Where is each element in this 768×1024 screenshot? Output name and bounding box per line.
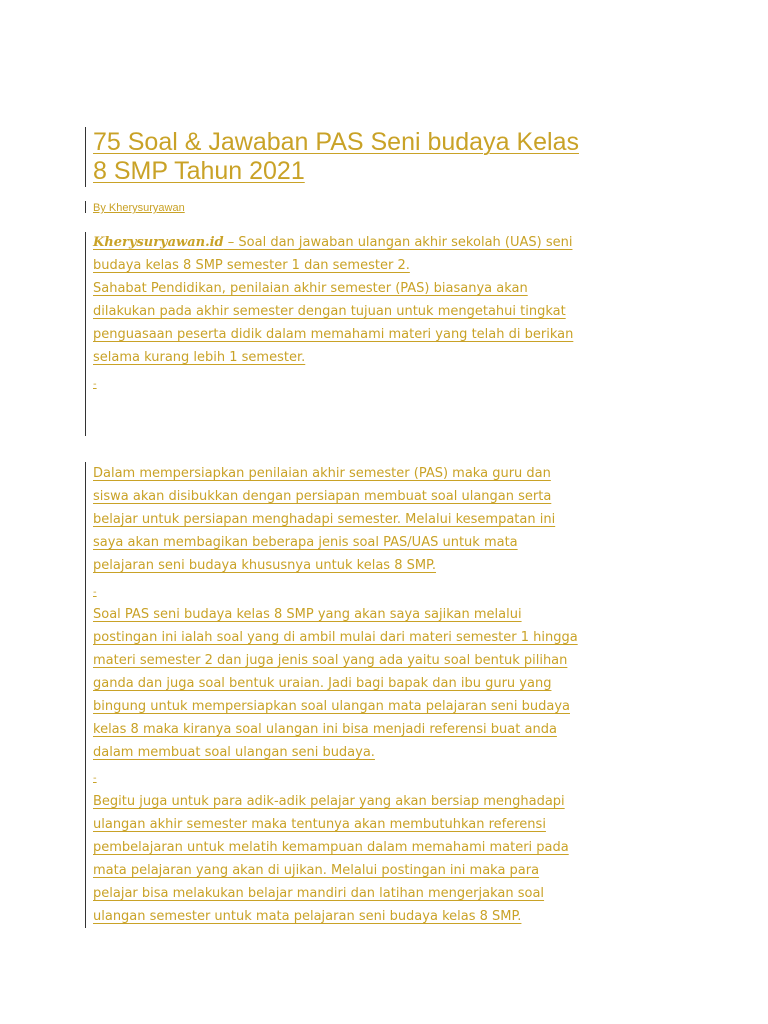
separator-dash[interactable]: - xyxy=(93,587,97,598)
paragraph-line[interactable]: Dalam mempersiapkan penilaian akhir semester (PAS) maka guru dan xyxy=(93,466,551,481)
paragraph-line[interactable]: saya akan membagikan beberapa jenis soal PAS/UAS untuk mata xyxy=(93,535,518,550)
intro-line[interactable]: dilakukan pada akhir semester dengan tujuan untuk mengetahui tingkat xyxy=(93,304,566,319)
left-margin-bar-body xyxy=(85,462,86,928)
article-title-line1[interactable]: 75 Soal & Jawaban PAS Seni budaya Kelas xyxy=(93,128,579,156)
left-margin-bar-intro xyxy=(85,232,86,436)
paragraph-line[interactable]: kelas 8 maka kiranya soal ulangan ini bisa menjadi referensi buat anda xyxy=(93,722,557,737)
paragraph-line[interactable]: Soal PAS seni budaya kelas 8 SMP yang akan saya sajikan melalui xyxy=(93,607,522,622)
paragraph-line[interactable]: bingung untuk mempersiapkan soal ulangan mata pelajaran seni budaya xyxy=(93,699,570,714)
paragraph-preparation[interactable] xyxy=(93,462,693,577)
left-margin-bar-byline xyxy=(85,201,86,213)
paragraph-description[interactable] xyxy=(93,603,693,764)
article-title-line2[interactable]: 8 SMP Tahun 2021 xyxy=(93,157,305,185)
paragraph-line[interactable]: ganda dan juga soal bentuk uraian. Jadi bagi bapak dan ibu guru yang xyxy=(93,676,552,691)
paragraph-line[interactable]: belajar untuk persiapan menghadapi semester. Melalui kesempatan ini xyxy=(93,512,556,527)
paragraph-students[interactable] xyxy=(93,790,693,928)
intro-line[interactable]: budaya kelas 8 SMP semester 1 dan semester 2. xyxy=(93,258,410,273)
paragraph-line[interactable]: pelajaran seni budaya khususnya untuk kelas 8 SMP. xyxy=(93,558,437,573)
intro-first-line[interactable] xyxy=(93,231,693,254)
intro-paragraph[interactable] xyxy=(93,231,693,369)
intro-line[interactable]: penguasaan peserta didik dalam memahami materi yang telah di berikan xyxy=(93,327,574,342)
article-title[interactable] xyxy=(93,128,713,186)
separator-dash[interactable]: - xyxy=(93,379,97,390)
paragraph-line[interactable]: siswa akan disibukkan dengan persiapan membuat soal ulangan serta xyxy=(93,489,552,504)
paragraph-line[interactable]: ulangan semester untuk mata pelajaran seni budaya kelas 8 SMP. xyxy=(93,909,522,924)
site-name[interactable]: Kherysuryawan.id xyxy=(93,235,224,250)
paragraph-line[interactable]: dalam membuat soal ulangan seni budaya. xyxy=(93,745,375,760)
paragraph-line[interactable]: Begitu juga untuk para adik-adik pelajar yang akan bersiap menghadapi xyxy=(93,794,565,809)
intro-line[interactable]: selama kurang lebih 1 semester. xyxy=(93,350,306,365)
intro-first-line-text[interactable]: – Soal dan jawaban ulangan akhir sekolah (UAS) seni xyxy=(223,235,573,250)
paragraph-line[interactable]: postingan ini ialah soal yang di ambil mulai dari materi semester 1 hingga xyxy=(93,630,578,645)
paragraph-line[interactable]: mata pelajaran yang akan di ujikan. Melalui postingan ini maka para xyxy=(93,863,540,878)
author-byline[interactable]: By Kherysuryawan xyxy=(93,202,185,214)
intro-line[interactable]: Sahabat Pendidikan, penilaian akhir semester (PAS) biasanya akan xyxy=(93,281,528,296)
paragraph-line[interactable]: pelajar bisa melakukan belajar mandiri dan latihan mengerjakan soal xyxy=(93,886,545,901)
separator-dash[interactable]: - xyxy=(93,773,97,784)
paragraph-line[interactable]: pembelajaran untuk melatih kemampuan dalam memahami materi pada xyxy=(93,840,569,855)
paragraph-line[interactable]: materi semester 2 dan juga jenis soal yang ada yaitu soal bentuk pilihan xyxy=(93,653,568,668)
left-margin-bar-top xyxy=(85,127,86,187)
paragraph-line[interactable]: ulangan akhir semester maka tentunya akan membutuhkan referensi xyxy=(93,817,546,832)
